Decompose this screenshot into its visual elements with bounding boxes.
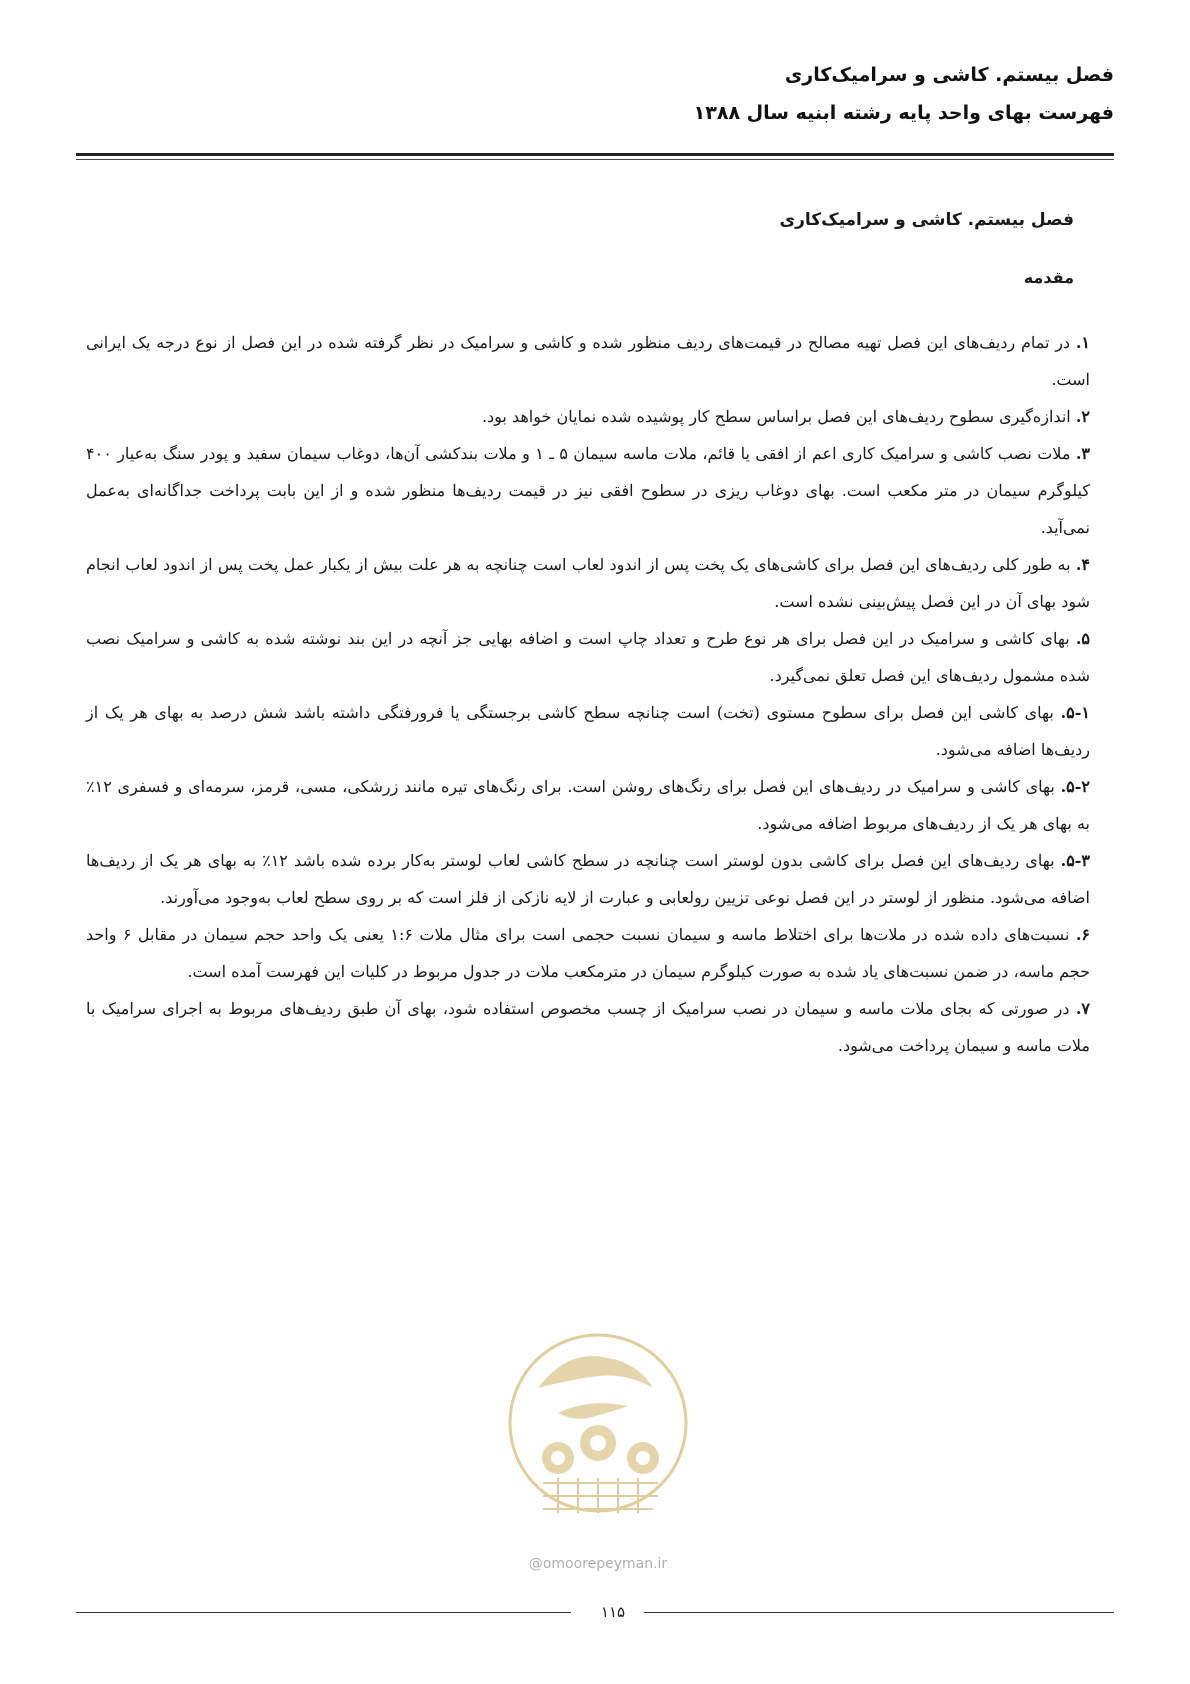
paragraph-text: اندازه‌گیری سطوح ردیف‌های این فصل براساس سطح کار پوشیده شده نمایان خواهد بود. — [481, 407, 1076, 426]
page-header — [76, 56, 1114, 132]
paragraph-text: بهای کاشی و سرامیک در این فصل برای هر نوع طرح و تعداد چاپ است و اضافه بهایی جز آنچه در این بند نوشته شده به کاشی و سرامیک نصب شده مشمول ردیف‌های این فصل تعلق نمی‌گیرد. — [86, 629, 1090, 685]
header-divider-thin — [76, 159, 1114, 160]
paragraph-number: ۵-۲. — [1060, 777, 1090, 796]
paragraph-text: بهای کاشی و سرامیک در ردیف‌های این فصل برای رنگ‌های روشن است. برای رنگ‌های تیره مانند زرشکی، مسی، قرمز، سرمه‌ای و فسفری ۱۲٪ به بهای هر یک از ردیف‌های مربوط اضافه می‌شود. — [86, 777, 1090, 833]
intro-heading: مقدمه — [1023, 268, 1074, 287]
paragraph-number: ۵-۱. — [1060, 703, 1090, 722]
paragraph-number: ۵. — [1075, 629, 1090, 648]
watermark-site-text: @omoorepeyman.ir — [528, 1556, 668, 1572]
paragraph-5 — [86, 620, 1090, 694]
paragraph-3 — [86, 435, 1090, 546]
paragraph-number: ۱. — [1075, 333, 1090, 352]
paragraph-text: در صورتی که بجای ملات ماسه و سیمان در نصب سرامیک از چسب مخصوص استفاده شود، بهای آن طبق ردیف‌های مربوط به اجرای سرامیک با ملات ماسه و سیمان پرداخت می‌شود. — [86, 999, 1090, 1055]
paragraph-1 — [86, 324, 1090, 398]
paragraph-text: به طور کلی ردیف‌های این فصل برای کاشی‌های یک پخت پس از اندود لعاب است چنانچه به هر علت بیش از یکبار عمل پخت پس از اندود لعاب انجام شود بهای آن در این فصل پیش‌بینی نشده است. — [86, 555, 1090, 611]
paragraph-5-2 — [86, 768, 1090, 842]
paragraph-number: ۲. — [1075, 407, 1090, 426]
page-number: ۱۱۵ — [600, 1603, 626, 1621]
paragraph-number: ۶. — [1075, 925, 1091, 944]
page-footer — [76, 1601, 1114, 1625]
paragraph-text: بهای کاشی این فصل برای سطوح مستوی (تخت) است چنانچه سطح کاشی برجستگی یا فرورفتگی داشته باشد شش درصد به بهای هر یک از ردیف‌ها اضافه می‌شود. — [86, 703, 1090, 759]
paragraph-text: نسبت‌های داده شده در ملات‌ها برای اختلاط ماسه و سیمان نسبت حجمی است برای مثال ملات ۱:۶ یعنی یک واحد حجم سیمان در مقابل ۶ واحد حجم ماسه، در ضمن نسبت‌های یاد شده به صورت کیلوگرم سیمان در مترمکعب ملات در جدول مربوط در کلیات این فهرست آمده است. — [86, 925, 1090, 981]
paragraph-number: ۴. — [1075, 555, 1091, 574]
paragraph-text: بهای ردیف‌های این فصل برای کاشی بدون لوستر است چنانچه در سطح کاشی لعاب لوستر به‌کار برده شده باشد ۱۲٪ به بهای هر یک از ردیف‌ها اضافه می‌شود. منظور از لوستر در این فصل نوعی تزیین رولعابی و عبارت از لایه نازکی از فلز است که بر روی سطح لعاب به‌وجود می‌آورند. — [86, 851, 1090, 907]
section-title: فصل بیستم. کاشی و سرامیک‌کاری — [779, 210, 1074, 230]
footer-rule-left — [76, 1612, 571, 1613]
chapter-heading: فصل بیستم. کاشی و سرامیک‌کاری — [784, 64, 1114, 86]
header-divider — [76, 153, 1114, 156]
paragraph-2 — [86, 398, 1090, 435]
paragraph-number: ۳. — [1075, 444, 1091, 463]
paragraph-number: ۷. — [1075, 999, 1091, 1018]
main-content — [86, 200, 1090, 1064]
price-list-heading: فهرست بهای واحد پایه رشته ابنیه سال ۱۳۸۸ — [693, 102, 1114, 124]
paragraph-text: در تمام ردیف‌های این فصل تهیه مصالح در قیمت‌های ردیف منظور شده و کاشی و سرامیک در نظر گرفته شده در این فصل از نوع درجه یک ایرانی است. — [86, 333, 1090, 389]
paragraph-5-3 — [86, 842, 1090, 916]
paragraph-number: ۵-۳. — [1060, 851, 1091, 870]
paragraph-6 — [86, 916, 1090, 990]
paragraph-text: ملات نصب کاشی و سرامیک کاری اعم از افقی یا قائم، ملات ماسه سیمان ۵ ـ ۱ و ملات بندکشی آن‌ها، دوغاب سیمان سفید و پودر سنگ به‌عیار ۴۰۰ کیلوگرم سیمان در متر مکعب است. بهای دوغاب ریزی در سطوح افقی نیز در قیمت ردیف‌ها منظور شده و از این بابت پرداخت جداگانه‌ای به‌عمل نمی‌آید. — [86, 444, 1090, 537]
paragraph-4 — [86, 546, 1090, 620]
watermark-logo — [498, 1318, 698, 1558]
paragraph-7 — [86, 990, 1090, 1064]
paragraph-5-1 — [86, 694, 1090, 768]
footer-rule-right — [644, 1612, 1114, 1613]
